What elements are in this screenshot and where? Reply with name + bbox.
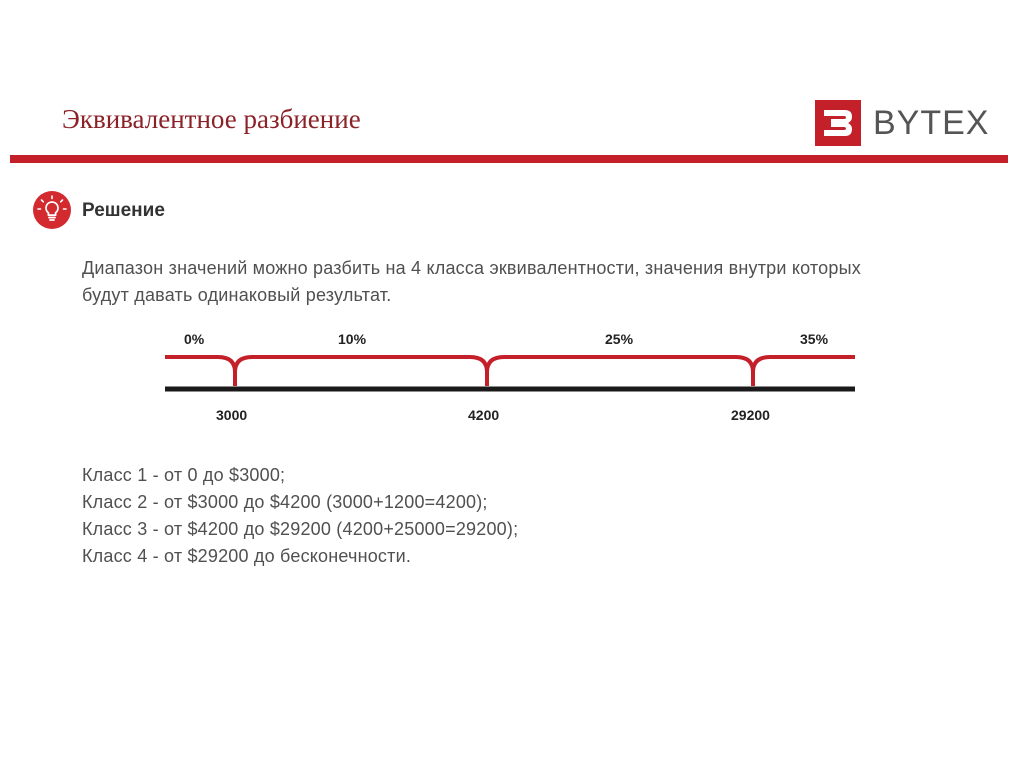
percent-label: 25% [605,331,634,347]
bytex-logo [815,100,989,146]
boundary-label: 3000 [216,407,248,423]
intro-line: будут давать одинаковый результат. [82,285,392,305]
class-boundary-bracket [165,357,855,386]
section-heading: Решение [82,200,165,221]
percent-label: 0% [184,331,205,347]
logo-text: BYTEX [873,104,990,142]
intro-text [82,255,962,309]
class-item: Класс 2 - от $3000 до $4200 (3000+1200=4200); [82,492,488,512]
class-list [82,462,518,570]
header-rule [10,155,1008,163]
percent-label: 10% [338,331,367,347]
class-item: Класс 1 - от 0 до $3000; [82,465,286,485]
slide-title: Эквивалентное разбиение [62,104,361,134]
equivalence-class-diagram [160,320,860,430]
percent-label: 35% [800,331,829,347]
bytex-logo-mark-icon [815,100,861,146]
boundary-label: 4200 [468,407,500,423]
class-item: Класс 4 - от $29200 до бесконечности. [82,546,412,566]
boundary-label: 29200 [731,407,770,423]
lightbulb-icon [32,190,72,230]
intro-line: Диапазон значений можно разбить на 4 класса эквивалентности, значения внутри которых [82,258,861,278]
class-item: Класс 3 - от $4200 до $29200 (4200+25000=29200); [82,519,519,539]
